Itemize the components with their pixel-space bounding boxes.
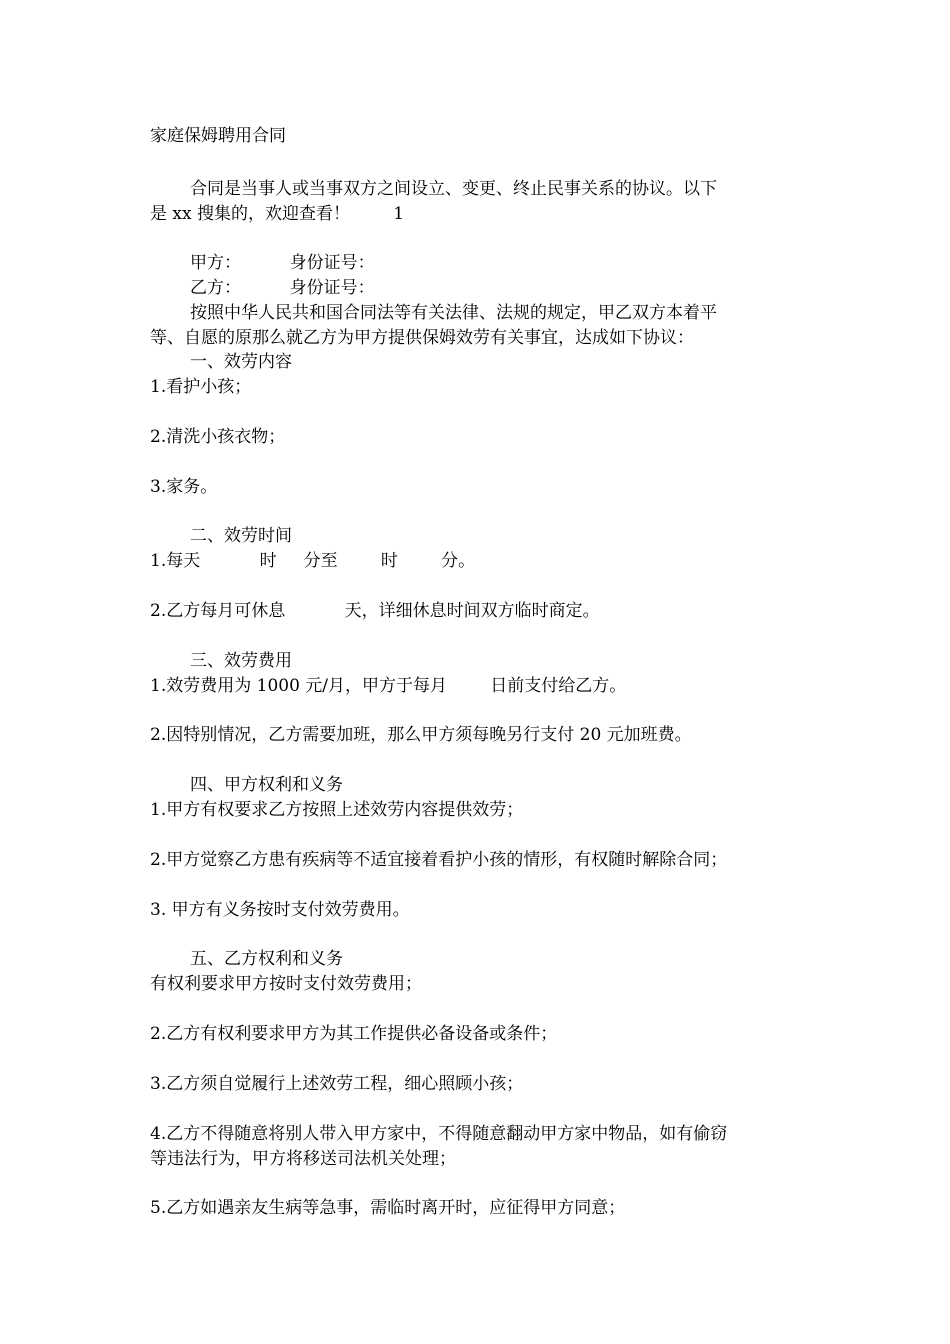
list-item: 3. 甲方有义务按时支付效劳费用。: [150, 900, 410, 920]
list-item: 5.乙方如遇亲友生病等急事，需临时离开时，应征得甲方同意；: [150, 1198, 626, 1218]
list-item: 1.看护小孩；: [150, 377, 252, 397]
document-title: 家庭保姆聘用合同: [150, 126, 286, 146]
list-item: 1.甲方有权要求乙方按照上述效劳内容提供效劳；: [150, 800, 524, 820]
section-heading: 五、乙方权利和义务: [190, 949, 343, 969]
intro-paragraph-line: 是 xx 搜集的，欢迎查看！ 1: [150, 204, 405, 224]
section-heading: 四、甲方权利和义务: [190, 775, 343, 795]
list-item: 3.乙方须自觉履行上述效劳工程，细心照顾小孩；: [150, 1074, 524, 1094]
preamble-line: 等、自愿的原那么就乙方为甲方提供保姆效劳有关事宜，达成如下协议：: [150, 328, 694, 348]
list-item: 1.每天 时 分至 时 分。: [150, 551, 476, 571]
list-item: 2.甲方觉察乙方患有疾病等不适宜接着看护小孩的情形，有权随时解除合同；: [150, 850, 728, 870]
section-heading: 一、效劳内容: [190, 352, 292, 372]
list-item-continuation: 等违法行为，甲方将移送司法机关处理；: [150, 1149, 456, 1169]
list-item: 2.乙方每月可休息 天，详细休息时间双方临时商定。: [150, 601, 600, 621]
list-item: 3.家务。: [150, 477, 218, 497]
section-heading: 三、效劳费用: [190, 651, 292, 671]
party-b-line: 乙方： 身份证号：: [190, 278, 375, 298]
preamble-line: 按照中华人民共和国合同法等有关法律、法规的规定，甲乙双方本着平: [190, 303, 717, 323]
list-item: 2.清洗小孩衣物；: [150, 427, 286, 447]
list-item: 有权利要求甲方按时支付效劳费用；: [150, 974, 422, 994]
party-a-line: 甲方： 身份证号：: [190, 253, 375, 273]
section-heading: 二、效劳时间: [190, 526, 292, 546]
list-item: 2.因特别情况，乙方需要加班，那么甲方须每晚另行支付 20 元加班费。: [150, 725, 692, 745]
list-item: 2.乙方有权利要求甲方为其工作提供必备设备或条件；: [150, 1024, 558, 1044]
list-item: 4.乙方不得随意将别人带入甲方家中，不得随意翻动甲方家中物品，如有偷窃: [150, 1124, 728, 1144]
list-item: 1.效劳费用为 1000 元/月，甲方于每月 日前支付给乙方。: [150, 676, 627, 696]
intro-paragraph-line: 合同是当事人或当事双方之间设立、变更、终止民事关系的协议。以下: [190, 179, 717, 199]
